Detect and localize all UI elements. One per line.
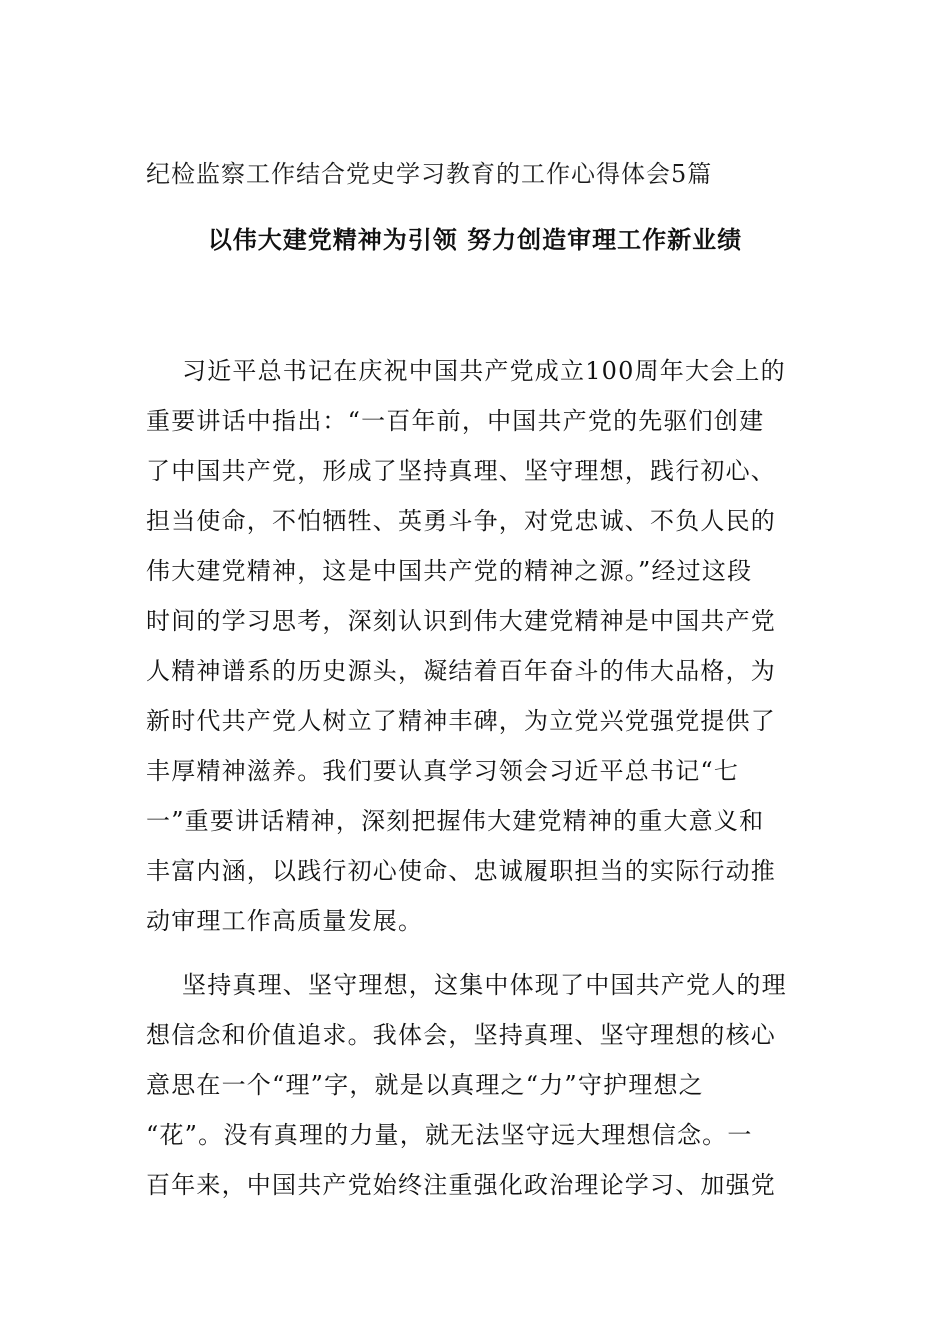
paragraph-line: “花”。没有真理的力量，就无法坚守远大理想信念。一	[146, 1121, 753, 1149]
paragraph-line: 人精神谱系的历史源头，凝结着百年奋斗的伟大品格，为	[146, 657, 776, 685]
paragraph-line: 意思在一个“理”字，就是以真理之“力”守护理想之	[146, 1071, 704, 1099]
paragraph-line: 重要讲话中指出：“一百年前，中国共产党的先驱们创建	[146, 407, 765, 435]
paragraph-2	[146, 960, 801, 1210]
paragraph-line: 一”重要讲话精神，深刻把握伟大建党精神的重大意义和	[146, 807, 765, 835]
paragraph-line: 丰富内涵，以践行初心使命、忠诚履职担当的实际行动推	[146, 857, 776, 885]
paragraph-1	[146, 346, 801, 946]
article-heading: 以伟大建党精神为引领 努力创造审理工作新业绩	[207, 225, 743, 254]
paragraph-line: 丰厚精神滋养。我们要认真学习领会习近平总书记“七	[146, 757, 740, 785]
paragraph-line: 想信念和价值追求。我体会，坚持真理、坚守理想的核心	[146, 1021, 776, 1049]
paragraph-line: 新时代共产党人树立了精神丰碑，为立党兴党强党提供了	[146, 707, 776, 735]
paragraph-line: 担当使命，不怕牺牲、英勇斗争，对党忠诚、不负人民的	[146, 507, 776, 535]
paragraph-line: 时间的学习思考，深刻认识到伟大建党精神是中国共产党	[146, 607, 776, 635]
paragraph-line: 动审理工作高质量发展。	[146, 907, 424, 935]
document-title: 纪检监察工作结合党史学习教育的工作心得体会5篇	[146, 160, 713, 188]
paragraph-line: 百年来，中国共产党始终注重强化政治理论学习、加强党	[146, 1171, 776, 1199]
paragraph-line: 了中国共产党，形成了坚持真理、坚守理想，践行初心、	[146, 457, 776, 485]
paragraph-line: 伟大建党精神，这是中国共产党的精神之源。”经过这段	[146, 557, 753, 585]
paragraph-line: 习近平总书记在庆祝中国共产党成立100周年大会上的	[182, 357, 786, 385]
paragraph-line: 坚持真理、坚守理想，这集中体现了中国共产党人的理	[182, 971, 787, 999]
